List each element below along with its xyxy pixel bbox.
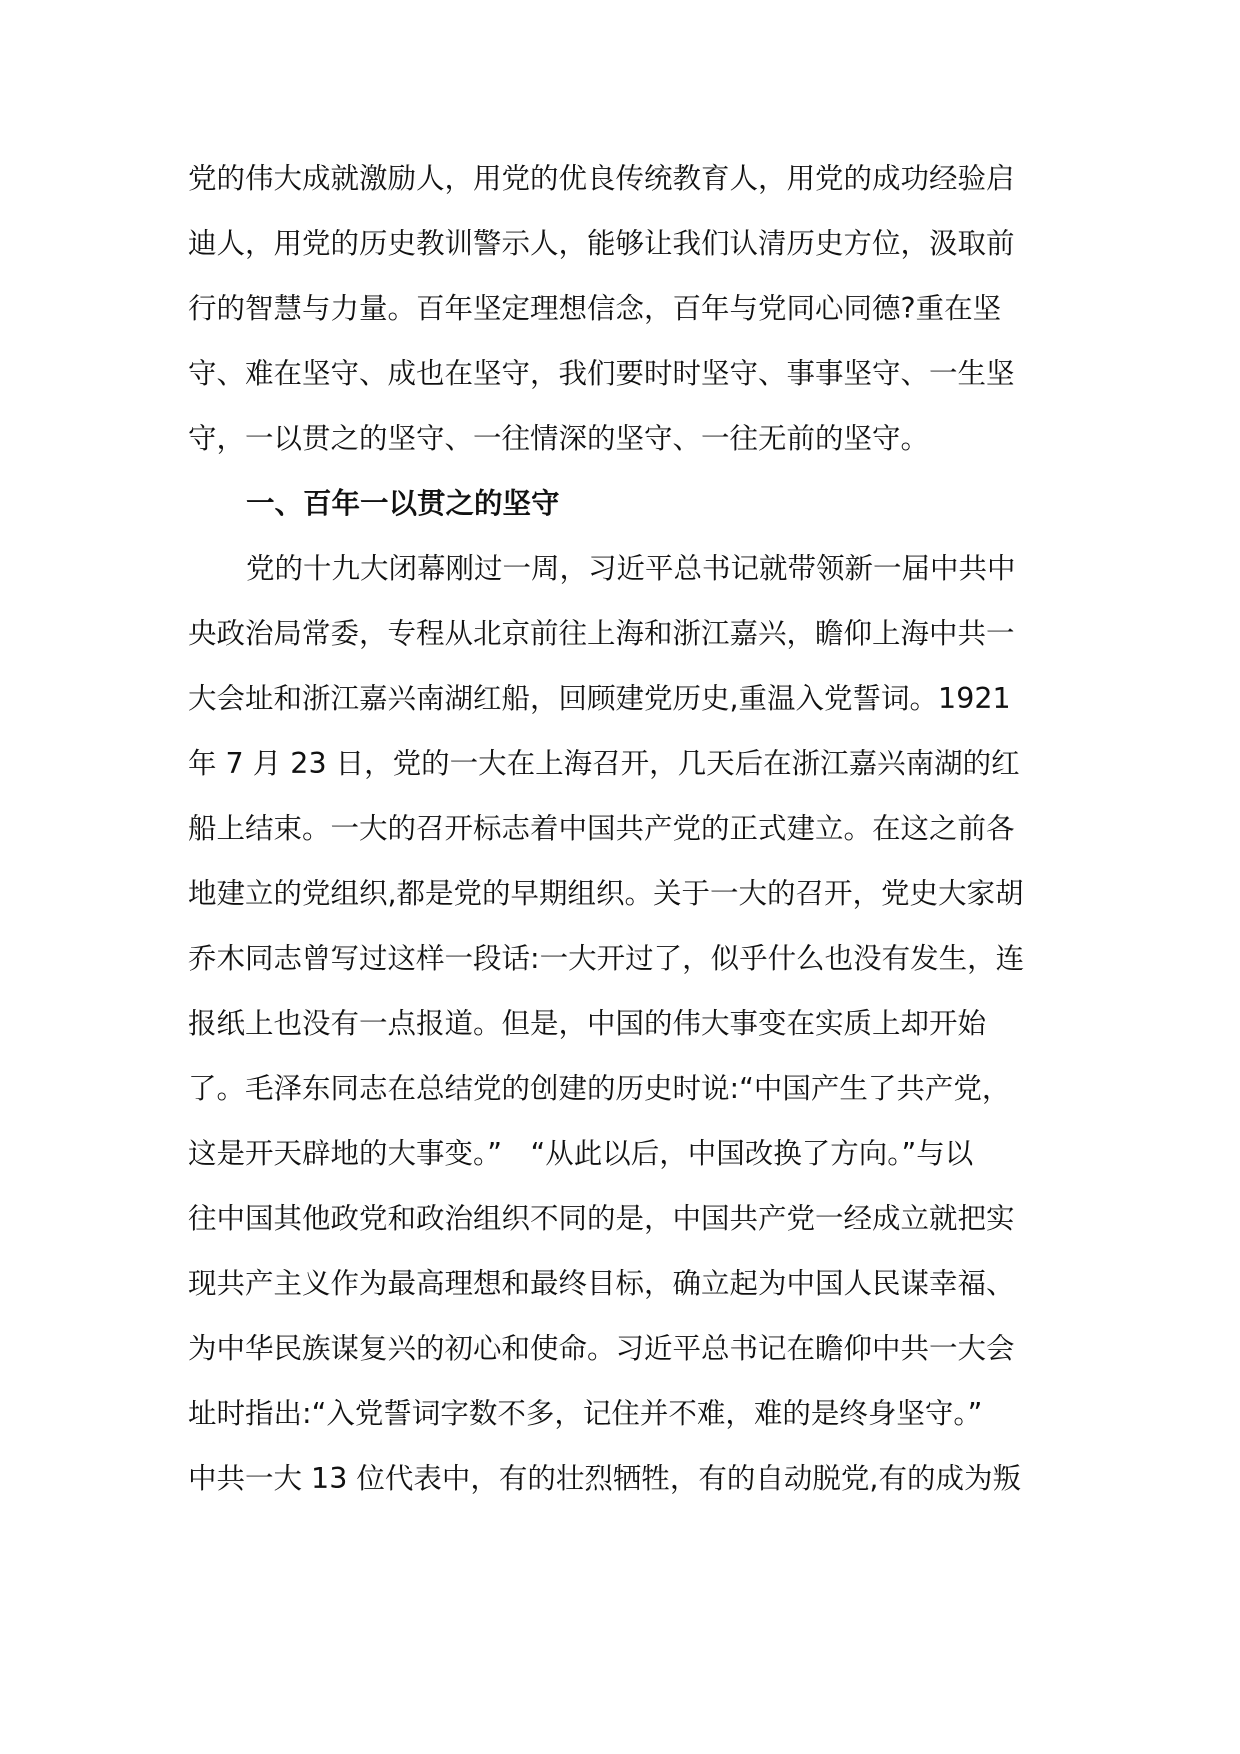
text-line: 年 7 月 23 日，党的一大在上海召开，几天后在浙江嘉兴南湖的红 xyxy=(188,747,1020,780)
text-line: 党的伟大成就激励人，用党的优良传统教育人，用党的成功经验启 xyxy=(188,162,1015,195)
text-line: 守、难在坚守、成也在坚守，我们要时时坚守、事事坚守、一生坚 xyxy=(188,357,1015,390)
text-line: 这是开天辟地的大事变。” “从此以后，中国改换了方向。”与以 xyxy=(188,1137,974,1170)
text-line: 行的智慧与力量。百年坚定理想信念，百年与党同心同德?重在坚 xyxy=(188,292,1002,325)
text-line: 为中华民族谋复兴的初心和使命。习近平总书记在瞻仰中共一大会 xyxy=(188,1332,1015,1365)
section-heading: 一、百年一以贯之的坚守 xyxy=(246,487,560,520)
text-line: 中共一大 13 位代表中，有的壮烈牺牲，有的自动脱党,有的成为叛 xyxy=(188,1462,1021,1495)
text-line: 迪人，用党的历史教训警示人，能够让我们认清历史方位，汲取前 xyxy=(188,227,1015,260)
text-line: 往中国其他政党和政治组织不同的是，中国共产党一经成立就把实 xyxy=(188,1202,1015,1235)
text-line: 报纸上也没有一点报道。但是，中国的伟大事变在实质上却开始 xyxy=(188,1007,987,1040)
text-line: 地建立的党组织,都是党的早期组织。关于一大的召开，党史大家胡 xyxy=(188,877,1024,910)
text-line: 了。毛泽东同志在总结党的创建的历史时说:“中国产生了共产党， xyxy=(188,1072,1011,1105)
text-line: 央政治局常委，专程从北京前往上海和浙江嘉兴，瞻仰上海中共一 xyxy=(188,617,1015,650)
paragraph-intro xyxy=(188,146,1068,1511)
text-line: 址时指出:“入党誓词字数不多，记住并不难，难的是终身坚守。” xyxy=(188,1397,983,1430)
text-line: 现共产主义作为最高理想和最终目标，确立起为中国人民谋幸福、 xyxy=(188,1267,1015,1300)
text-line: 乔木同志曾写过这样一段话:一大开过了，似乎什么也没有发生，连 xyxy=(188,942,1025,975)
text-line: 大会址和浙江嘉兴南湖红船，回顾建党历史,重温入党誓词。1921 xyxy=(188,682,1011,715)
text-line: 船上结束。一大的召开标志着中国共产党的正式建立。在这之前各 xyxy=(188,812,1015,845)
text-line: 守，一以贯之的坚守、一往情深的坚守、一往无前的坚守。 xyxy=(188,422,930,455)
text-line: 党的十九大闭幕刚过一周，习近平总书记就带领新一届中共中 xyxy=(246,552,1016,585)
